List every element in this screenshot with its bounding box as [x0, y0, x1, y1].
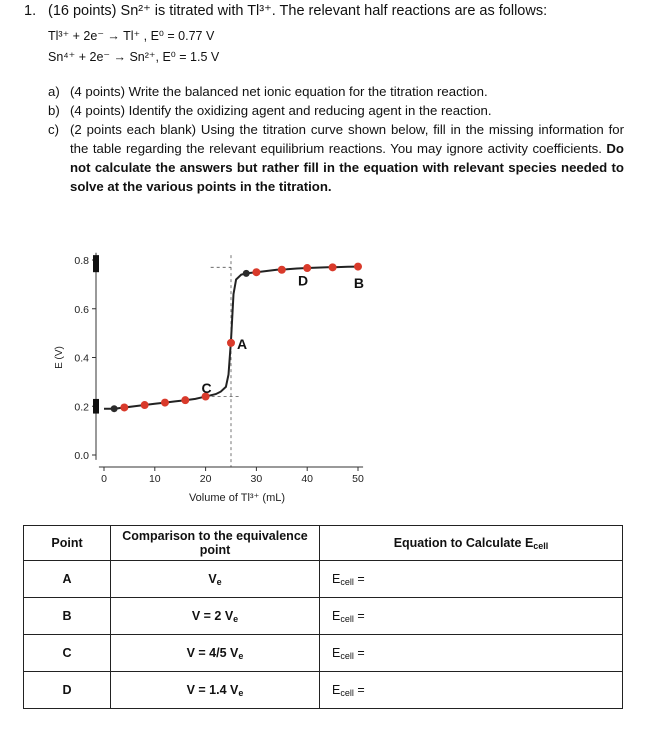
part-text: (4 points) Identify the oxidizing agent and reducing agent in the reaction. [70, 103, 492, 118]
equation-equals: = [357, 571, 365, 586]
y-tick-label: 0.4 [74, 352, 89, 365]
table-header-row [24, 526, 623, 561]
data-point-red [141, 401, 149, 409]
point-label-d: D [297, 272, 309, 289]
row-point: A [24, 561, 111, 598]
comparison-sub: e [238, 650, 244, 661]
table-row [24, 635, 623, 672]
data-point-red [227, 339, 235, 347]
y-tick-label: 0.2 [74, 401, 89, 414]
part-label: b) [48, 103, 60, 118]
axis-bar [93, 399, 99, 414]
x-tick-label: 30 [250, 473, 263, 485]
row-comparison [111, 598, 320, 635]
equation-sub: cell [340, 613, 354, 624]
part-c-bold-text: Do not calculate the answers but rather fill in the equation with relevant species needed to solve at the various points in the titration. [70, 141, 624, 194]
half-reaction-2: Sn⁴⁺ + 2e⁻ → Sn²⁺, E⁰ = 1.5 V [48, 50, 220, 64]
half-reaction-1: Tl³⁺ + 2e⁻ → Tl⁺ , E⁰ = 0.77 V [48, 29, 215, 43]
comparison-text: V = 2 V [191, 608, 234, 623]
table-row [24, 672, 623, 709]
x-tick-label: 0 [101, 473, 107, 485]
point-label-b: B [353, 274, 364, 291]
row-comparison [111, 561, 320, 598]
question-number: 1. [24, 3, 37, 19]
chart-guides [104, 255, 241, 467]
x-tick-label: 10 [148, 473, 161, 485]
row-comparison [111, 635, 320, 672]
header-equation-text: Equation to Calculate E [393, 535, 534, 550]
comparison-text: V [208, 571, 217, 586]
chart-axes [54, 253, 364, 504]
data-point-dark [243, 270, 250, 277]
comparison-sub: e [238, 687, 244, 698]
comparison-text: V = 4/5 V [186, 645, 239, 660]
table-row [24, 598, 623, 635]
equation-text: E [332, 682, 341, 697]
data-point-red [161, 399, 169, 407]
point-label-c: C [201, 379, 212, 396]
x-tick-label: 40 [301, 473, 314, 485]
part-text [70, 120, 624, 196]
equation-sub: cell [340, 650, 354, 661]
point-label-a: A [237, 335, 248, 352]
titration-chart [0, 200, 646, 515]
header-comparison: Comparison to the equivalence point [111, 526, 320, 561]
part-c-text: (2 points each blank) Using the titration curve shown below, fill in the missing information for the table regarding the relevant equilibrium reactions. You may ignore activity coefficients. [70, 122, 624, 156]
data-point-red [120, 403, 128, 411]
data-point-red [329, 263, 337, 271]
y-tick-label: 0.8 [74, 255, 89, 267]
equation-sub: cell [340, 576, 354, 587]
part-a [48, 82, 624, 101]
row-equation[interactable] [320, 598, 623, 635]
equation-equals: = [357, 645, 365, 660]
row-point: B [24, 598, 111, 635]
equation-text: E [332, 571, 341, 586]
data-point-dark [111, 405, 118, 412]
header-equation-sub: cell [533, 540, 549, 551]
row-point: D [24, 672, 111, 709]
y-tick-label: 0.0 [74, 450, 89, 462]
data-point-red [252, 268, 260, 276]
row-equation[interactable] [320, 672, 623, 709]
header-equation [320, 526, 623, 561]
comparison-sub: e [233, 613, 239, 624]
x-axis-label: Volume of Tl³⁺ (mL) [188, 492, 286, 504]
part-b [48, 101, 624, 120]
x-tick-label: 20 [199, 473, 212, 485]
comparison-sub: e [216, 576, 222, 587]
equation-sub: cell [340, 687, 354, 698]
part-c [48, 120, 624, 196]
equation-equals: = [357, 608, 365, 623]
equation-equals: = [357, 682, 365, 697]
header-point: Point [24, 526, 111, 561]
part-label: c) [48, 122, 59, 137]
y-axis-label: E (V) [54, 346, 65, 369]
data-point-red [181, 396, 189, 404]
chart-labels [201, 273, 364, 396]
y-tick-label: 0.6 [74, 303, 89, 316]
equation-text: E [332, 608, 341, 623]
axis-bar [93, 255, 99, 272]
x-tick-label: 50 [352, 473, 364, 485]
row-comparison [111, 672, 320, 709]
equation-text: E [332, 645, 341, 660]
question-header [24, 3, 547, 19]
data-point-red [278, 266, 286, 274]
part-label: a) [48, 84, 60, 99]
question-text: (16 points) Sn²⁺ is titrated with Tl³⁺. The relevant half reactions are as follows: [48, 3, 548, 19]
row-equation[interactable] [320, 635, 623, 672]
row-equation[interactable] [320, 561, 623, 598]
part-text: (4 points) Write the balanced net ionic equation for the titration reaction. [70, 84, 488, 99]
comparison-text: V = 1.4 V [186, 682, 239, 697]
data-point-red [354, 263, 362, 271]
question-parts [48, 82, 624, 196]
table-row [24, 561, 623, 598]
row-point: C [24, 635, 111, 672]
data-point-red [303, 264, 311, 272]
results-table [23, 525, 623, 709]
